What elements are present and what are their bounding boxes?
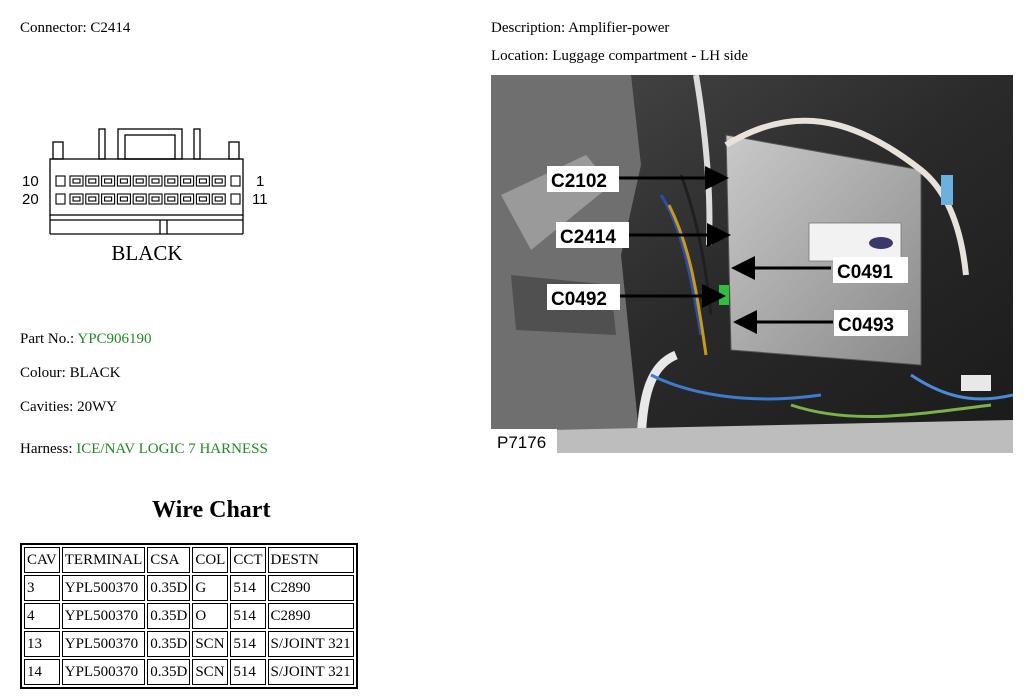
location-line	[491, 48, 748, 65]
cavity-terminal	[168, 197, 175, 201]
photo-id: P7176	[497, 433, 547, 452]
cavity-terminal	[73, 179, 80, 183]
cavity-terminal	[184, 197, 191, 201]
harness-line	[20, 441, 268, 458]
cavity	[133, 194, 146, 204]
col-header-cav: CAV	[24, 547, 60, 573]
colour-value: BLACK	[69, 365, 121, 381]
colour-label: Colour:	[20, 365, 66, 381]
part-no-link[interactable]: YPC906190	[77, 331, 152, 347]
cavity-terminal	[105, 197, 112, 201]
cavities-line	[20, 399, 117, 416]
cell-csa: 0.35D	[147, 603, 190, 629]
wire-chart-table	[20, 543, 358, 689]
cell-cav: 4	[24, 603, 60, 629]
cavity-terminal	[73, 197, 80, 201]
cell-terminal: YPL500370	[62, 575, 146, 601]
table-row	[24, 575, 354, 601]
cell-destn: S/JOINT 321	[268, 631, 354, 657]
cavity	[133, 176, 146, 186]
connector-value: C2414	[90, 20, 131, 36]
cavity-terminal	[168, 179, 175, 183]
harness-label: Harness:	[20, 441, 73, 457]
cell-csa: 0.35D	[147, 631, 190, 657]
cavity-terminal	[152, 197, 159, 201]
callout-c0491: C0491	[837, 262, 893, 283]
cell-col: G	[192, 575, 228, 601]
end-cell	[56, 176, 65, 186]
cell-csa: 0.35D	[147, 575, 190, 601]
cavity	[102, 194, 115, 204]
cavity-terminal	[199, 197, 206, 201]
cavity	[196, 176, 209, 186]
description-value: Amplifier-power	[568, 20, 670, 36]
end-cell	[231, 176, 240, 186]
cavity	[165, 194, 178, 204]
cavity	[86, 176, 99, 186]
cavity-terminal	[120, 179, 127, 183]
cell-terminal: YPL500370	[62, 659, 146, 685]
cavity-terminal	[136, 179, 143, 183]
callout-c2414: C2414	[560, 227, 616, 248]
cell-cct: 514	[230, 575, 265, 601]
location-value: Luggage compartment - LH side	[552, 48, 749, 64]
cavity-grid	[56, 176, 240, 204]
table-row	[24, 603, 354, 629]
cell-cav: 14	[24, 659, 60, 685]
connector-color-label: BLACK	[111, 241, 183, 265]
callout-c2102: C2102	[551, 171, 607, 192]
cavity-terminal	[184, 179, 191, 183]
location-label: Location:	[491, 48, 549, 64]
pin-label-1: 1	[256, 173, 265, 190]
cavity	[117, 194, 130, 204]
cavity-terminal	[199, 179, 206, 183]
cavity-terminal	[105, 179, 112, 183]
cell-destn: C2890	[268, 603, 354, 629]
cavity-terminal	[120, 197, 127, 201]
wire-chart-title: Wire Chart	[152, 497, 271, 523]
pin-label-10: 10	[22, 173, 39, 190]
connector-line	[20, 20, 130, 37]
cell-terminal: YPL500370	[62, 631, 146, 657]
end-cell	[231, 194, 240, 204]
end-cell	[56, 194, 65, 204]
pin-label-20: 20	[22, 191, 39, 208]
col-header-csa: CSA	[147, 547, 190, 573]
cavity-terminal	[215, 197, 222, 201]
cavity	[181, 194, 194, 204]
cell-terminal: YPL500370	[62, 603, 146, 629]
cavity-terminal	[89, 179, 96, 183]
pin-label-11: 11	[252, 191, 268, 208]
callout-c0493: C0493	[838, 315, 894, 336]
cell-cct: 514	[230, 631, 265, 657]
cell-cav: 13	[24, 631, 60, 657]
description-label: Description:	[491, 20, 566, 36]
part-no-line	[20, 331, 152, 348]
table-header-row	[24, 547, 354, 573]
table-row	[24, 659, 354, 685]
cell-col: O	[192, 603, 228, 629]
cavities-label: Cavities:	[20, 399, 74, 415]
cavity	[102, 176, 115, 186]
cell-cct: 514	[230, 603, 265, 629]
cell-col: SCN	[192, 631, 228, 657]
cell-destn: C2890	[268, 575, 354, 601]
cell-cct: 514	[230, 659, 265, 685]
description-line	[491, 20, 669, 37]
cavity	[70, 176, 83, 186]
cavity	[117, 176, 130, 186]
cell-cav: 3	[24, 575, 60, 601]
callout-c0492: C0492	[551, 289, 607, 310]
part-no-label: Part No.:	[20, 331, 75, 347]
cavity	[212, 194, 225, 204]
cavity	[149, 176, 162, 186]
location-photo	[491, 75, 1013, 453]
cell-destn: S/JOINT 321	[268, 659, 354, 685]
harness-link[interactable]: ICE/NAV LOGIC 7 HARNESS	[76, 441, 268, 457]
cavity-terminal	[136, 197, 143, 201]
connector-label: Connector:	[20, 20, 87, 36]
cavity	[212, 176, 225, 186]
col-header-col: COL	[192, 547, 228, 573]
colour-line	[20, 365, 120, 382]
cavity	[181, 176, 194, 186]
cavity-terminal	[89, 197, 96, 201]
cell-csa: 0.35D	[147, 659, 190, 685]
cavity	[70, 194, 83, 204]
col-header-destn: DESTN	[268, 547, 354, 573]
cavity	[165, 176, 178, 186]
cell-col: SCN	[192, 659, 228, 685]
col-header-terminal: TERMINAL	[62, 547, 146, 573]
cavities-value: 20WY	[77, 399, 118, 415]
table-row	[24, 631, 354, 657]
col-header-cct: CCT	[230, 547, 265, 573]
cavity	[196, 194, 209, 204]
cavity	[149, 194, 162, 204]
cavity	[86, 194, 99, 204]
cavity-terminal	[215, 179, 222, 183]
connector-face-diagram	[18, 120, 280, 270]
cavity-terminal	[152, 179, 159, 183]
